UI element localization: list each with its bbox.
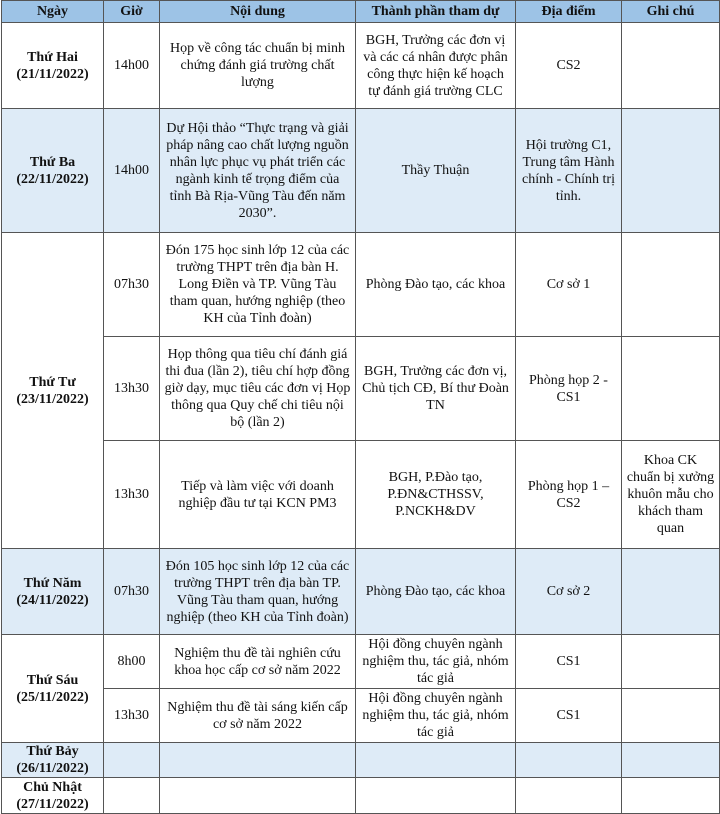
content-cell: Họp về công tác chuẩn bị minh chứng đánh giá trường chất lượng bbox=[160, 23, 356, 109]
day-date: (24/11/2022) bbox=[16, 592, 89, 608]
note-cell bbox=[622, 23, 720, 109]
location-cell: Cơ sở 1 bbox=[516, 233, 622, 337]
time-cell: 07h30 bbox=[104, 549, 160, 635]
day-cell bbox=[2, 635, 104, 743]
time-cell: 13h30 bbox=[104, 689, 160, 743]
table-row bbox=[2, 233, 720, 337]
day-name: Thứ Ba bbox=[29, 154, 76, 170]
note-cell bbox=[622, 743, 720, 778]
weekly-schedule-table bbox=[1, 0, 720, 814]
day-name: Chủ Nhật bbox=[23, 779, 82, 795]
day-date: (27/11/2022) bbox=[16, 796, 89, 812]
note-cell bbox=[622, 689, 720, 743]
day-cell bbox=[2, 743, 104, 778]
time-cell bbox=[104, 778, 160, 814]
content-cell bbox=[160, 743, 356, 778]
time-cell: 14h00 bbox=[104, 23, 160, 109]
table-row bbox=[2, 109, 720, 233]
note-cell bbox=[622, 233, 720, 337]
location-cell: Hội trường C1, Trung tâm Hành chính - Chính trị tỉnh. bbox=[516, 109, 622, 233]
attendees-cell bbox=[356, 778, 516, 814]
location-cell: CS2 bbox=[516, 23, 622, 109]
table-row bbox=[2, 743, 720, 778]
time-cell: 8h00 bbox=[104, 635, 160, 689]
day-name: Thứ Bảy bbox=[26, 744, 79, 759]
attendees-cell: Phòng Đào tạo, các khoa bbox=[356, 233, 516, 337]
day-date: (23/11/2022) bbox=[16, 391, 89, 407]
table-row bbox=[2, 337, 720, 441]
table-row bbox=[2, 689, 720, 743]
day-date: (25/11/2022) bbox=[16, 689, 89, 705]
location-cell bbox=[516, 778, 622, 814]
content-cell: Đón 175 học sinh lớp 12 của các trường THPT trên địa bàn H. Long Điền và TP. Vũng Tàu tham quan, hướng nghiệp (theo KH của Tỉnh đoàn) bbox=[160, 233, 356, 337]
note-cell bbox=[622, 635, 720, 689]
note-cell bbox=[622, 109, 720, 233]
content-cell: Đón 105 học sinh lớp 12 của các trường THPT trên địa bàn TP. Vũng Tàu tham quan, hướng nghiệp (theo KH của Tỉnh đoàn) bbox=[160, 549, 356, 635]
day-date: (26/11/2022) bbox=[16, 761, 89, 776]
header-location: Địa điểm bbox=[516, 1, 622, 23]
attendees-cell: BGH, P.Đào tạo, P.ĐN&CTHSSV, P.NCKH&DV bbox=[356, 441, 516, 549]
table-row bbox=[2, 23, 720, 109]
content-cell: Tiếp và làm việc với doanh nghiệp đầu tư tại KCN PM3 bbox=[160, 441, 356, 549]
attendees-cell: Phòng Đào tạo, các khoa bbox=[356, 549, 516, 635]
attendees-cell: Hội đồng chuyên ngành nghiệm thu, tác giả, nhóm tác giả bbox=[356, 635, 516, 689]
table-row bbox=[2, 549, 720, 635]
content-cell bbox=[160, 778, 356, 814]
header-day: Ngày bbox=[2, 1, 104, 23]
attendees-cell: Thầy Thuận bbox=[356, 109, 516, 233]
location-cell: CS1 bbox=[516, 689, 622, 743]
location-cell: CS1 bbox=[516, 635, 622, 689]
time-cell bbox=[104, 743, 160, 778]
header-note: Ghi chú bbox=[622, 1, 720, 23]
day-name: Thứ Hai bbox=[27, 49, 78, 65]
header-content: Nội dung bbox=[160, 1, 356, 23]
day-date: (22/11/2022) bbox=[16, 171, 89, 187]
note-cell bbox=[622, 337, 720, 441]
note-cell bbox=[622, 778, 720, 814]
header-time: Giờ bbox=[104, 1, 160, 23]
attendees-cell: Hội đồng chuyên ngành nghiệm thu, tác giả, nhóm tác giả bbox=[356, 689, 516, 743]
day-date: (21/11/2022) bbox=[16, 66, 89, 82]
day-cell bbox=[2, 549, 104, 635]
attendees-cell: BGH, Trưởng các đơn vị, Chủ tịch CĐ, Bí thư Đoàn TN bbox=[356, 337, 516, 441]
attendees-cell bbox=[356, 743, 516, 778]
location-cell: Phòng họp 1 – CS2 bbox=[516, 441, 622, 549]
table-row bbox=[2, 635, 720, 689]
table-header-row bbox=[2, 1, 720, 23]
content-cell: Nghiệm thu đề tài sáng kiến cấp cơ sở năm 2022 bbox=[160, 689, 356, 743]
time-cell: 14h00 bbox=[104, 109, 160, 233]
note-cell bbox=[622, 549, 720, 635]
day-name: Thứ Tư bbox=[29, 374, 76, 390]
day-cell bbox=[2, 233, 104, 549]
content-cell: Họp thông qua tiêu chí đánh giá thi đua (lần 2), tiêu chí hợp đồng giờ dạy, mục tiêu các đơn vị Họp thông qua Quy chế chi tiêu nội bộ (lần 2) bbox=[160, 337, 356, 441]
content-cell: Dự Hội thảo “Thực trạng và giải pháp nâng cao chất lượng nguồn nhân lực phục vụ phát triển các ngành kinh tế trọng điểm của tỉnh Bà Rịa-Vũng Tàu đến năm 2030”. bbox=[160, 109, 356, 233]
location-cell: Cơ sở 2 bbox=[516, 549, 622, 635]
day-name: Thứ Sáu bbox=[26, 672, 79, 688]
table-row bbox=[2, 441, 720, 549]
content-cell: Nghiệm thu đề tài nghiên cứu khoa học cấp cơ sở năm 2022 bbox=[160, 635, 356, 689]
location-cell: Phòng họp 2 - CS1 bbox=[516, 337, 622, 441]
time-cell: 13h30 bbox=[104, 337, 160, 441]
day-name: Thứ Năm bbox=[23, 575, 82, 591]
table-row bbox=[2, 778, 720, 814]
location-cell bbox=[516, 743, 622, 778]
day-cell bbox=[2, 23, 104, 109]
attendees-cell: BGH, Trưởng các đơn vị và các cá nhân được phân công thực hiện kế hoạch tự đánh giá trường CLC bbox=[356, 23, 516, 109]
note-cell: Khoa CK chuẩn bị xưởng khuôn mẫu cho khách tham quan bbox=[622, 441, 720, 549]
header-attendees: Thành phần tham dự bbox=[356, 1, 516, 23]
time-cell: 13h30 bbox=[104, 441, 160, 549]
time-cell: 07h30 bbox=[104, 233, 160, 337]
day-cell bbox=[2, 778, 104, 814]
day-cell bbox=[2, 109, 104, 233]
